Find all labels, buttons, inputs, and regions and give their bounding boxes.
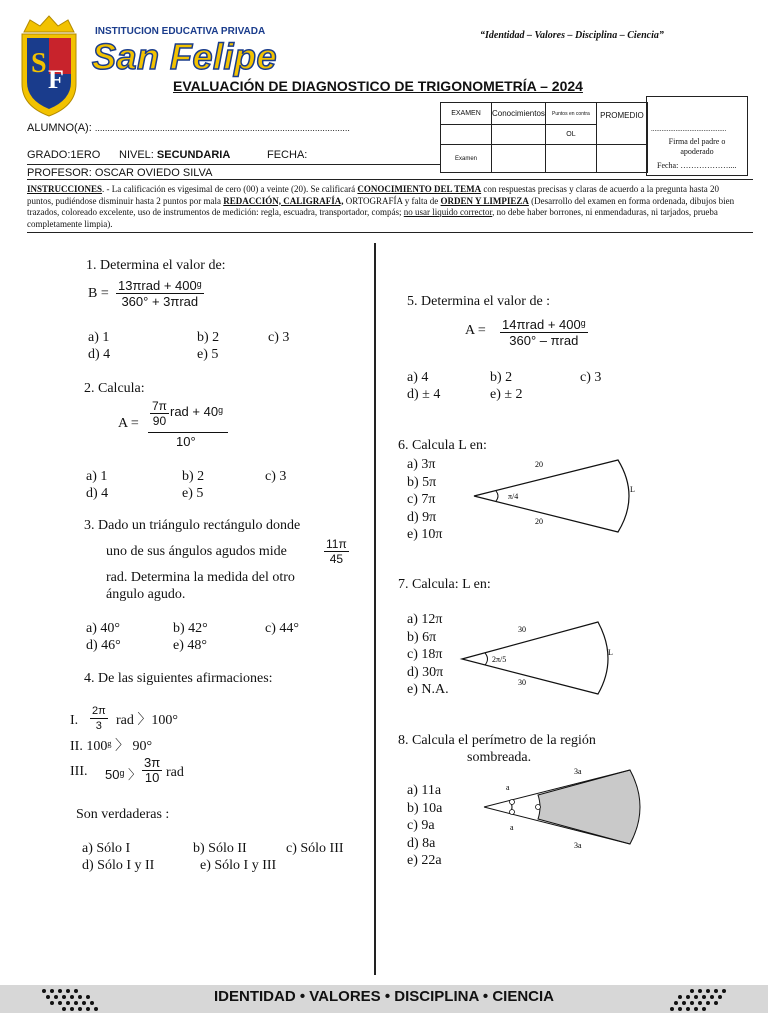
q3-line1: 3. Dado un triángulo rectángulo donde — [84, 518, 301, 533]
q7-radius-top: 30 — [518, 625, 526, 634]
q4-iii-pre: 50ᵍ 〉 — [105, 767, 141, 782]
score-examen-label: EXAMEN — [441, 103, 492, 125]
instr-text: (Desarrollo del examen en forma ordenada, dibujos bien trazados, coloreado excelente, uso de instrumentos de medición: regla, escuadra, transportador, compás; — [27, 195, 735, 217]
q4-opt-c[interactable]: c) Sólo III — [286, 841, 344, 856]
q4-opt-e[interactable]: e) Sólo I y III — [200, 858, 277, 873]
footer-word: VALORES — [309, 988, 381, 1005]
footer-dot: • — [299, 988, 306, 1005]
q7-opt-a[interactable]: a) 12π — [407, 612, 443, 627]
q3-opt-d[interactable]: d) 46° — [86, 638, 121, 653]
q4-i-rest: rad 〉100° — [116, 713, 178, 728]
q3-fden: 45 — [324, 551, 349, 566]
q2-fden: 90 — [152, 414, 167, 428]
q1-opt-d[interactable]: d) 4 — [88, 347, 111, 362]
q4-ii: II. 100ᵍ 〉 90° — [70, 739, 153, 754]
q6-opt-e[interactable]: e) 10π — [407, 527, 443, 542]
q8-opt-c[interactable]: c) 9a — [407, 818, 435, 833]
q2-rest: rad + 40ᵍ — [170, 404, 223, 419]
logo-f: F — [48, 65, 64, 94]
q2-fnum: 7π — [152, 399, 167, 413]
q4-iii-label: III. — [70, 764, 88, 779]
instr-underline: no usar liquido corrector — [403, 207, 493, 217]
signature-box[interactable] — [646, 96, 748, 176]
signature-label: Firma del padre o apoderado — [668, 137, 726, 156]
q5-den: 360° – πrad — [509, 333, 579, 348]
q4-iii-fraction — [142, 756, 162, 785]
q8-opt-a[interactable]: a) 11a — [407, 783, 442, 798]
q5-opt-d[interactable]: d) ± 4 — [407, 387, 441, 402]
q7-title: 7. Calcula: L en: — [398, 577, 491, 592]
q3-opt-b[interactable]: b) 42° — [173, 621, 208, 636]
q4-opt-d[interactable]: d) Sólo I y II — [82, 858, 155, 873]
instr-bold: CONOCIMIENTO DEL TEMA — [357, 184, 482, 194]
q2-opt-b[interactable]: b) 2 — [182, 469, 205, 484]
instr-bold: ORDEN Y LIMPIEZA — [440, 195, 529, 206]
footer-word: IDENTIDAD — [213, 988, 296, 1005]
q4-opt-a[interactable]: a) Sólo I — [82, 841, 131, 856]
q7-arc-label: L — [608, 648, 613, 657]
instr-bold: REDACCIÓN, CALIGRAFÍA, — [223, 195, 344, 206]
score-conocimientos-label: Conocimientos — [492, 103, 546, 125]
q5-opt-c[interactable]: c) 3 — [580, 370, 602, 385]
q6-opt-b[interactable]: b) 5π — [407, 474, 437, 490]
q8-line2: sombreada. — [467, 750, 532, 765]
school-logo — [18, 14, 80, 118]
q8-label-3a-bottom: 3a — [574, 841, 582, 850]
q8-opt-b[interactable]: b) 10a — [407, 800, 443, 816]
q8-options — [407, 782, 442, 870]
alumno-label-text: ALUMNO(A): — [27, 122, 92, 134]
q8-line1: 8. Calcula el perímetro de la región — [398, 733, 596, 748]
q5-opt-a[interactable]: a) 4 — [407, 370, 429, 385]
score-promedio-label: PROMEDIO — [596, 103, 647, 145]
instr-text: con respuestas precisas y claras de acuerdo a la pregunta hasta 20 puntos, pudiéndose disminuir hasta 2 puntos por mala — [27, 184, 720, 206]
score-ol-label: OL — [545, 125, 596, 145]
nivel-label-text: NIVEL: — [119, 149, 154, 161]
q1-num: 13πrad + 400ᵍ — [118, 278, 202, 293]
q4-opt-b[interactable]: b) Sólo II — [193, 841, 247, 856]
q7-options — [407, 611, 449, 699]
q8-figure — [480, 762, 660, 854]
school-top-label: INSTITUCION EDUCATIVA PRIVADA — [95, 26, 266, 37]
instr-title: INSTRUCCIONES — [27, 184, 103, 194]
q7-angle: 2π/5 — [492, 655, 507, 664]
alumno-label — [27, 122, 350, 134]
q7-opt-e[interactable]: e) N.A. — [407, 682, 449, 697]
q6-radius-top: 20 — [535, 460, 543, 469]
divider — [27, 179, 753, 180]
q3-fnum: 11π — [326, 537, 347, 551]
q7-opt-d[interactable]: d) 30π — [407, 664, 444, 680]
instructions — [27, 184, 739, 230]
q1-opt-a[interactable]: a) 1 — [88, 330, 110, 345]
nivel-value: SECUNDARIA — [156, 149, 231, 161]
q7-opt-b[interactable]: b) 6π — [407, 629, 437, 645]
q1-fraction — [116, 278, 204, 309]
q6-arc-label: L — [630, 485, 635, 494]
q8-label-a-top: a — [506, 783, 510, 792]
q6-opt-a[interactable]: a) 3π — [407, 457, 436, 472]
q4-iii-rest: rad — [166, 765, 184, 780]
instr-text: ORTOGRAFÍA y falta de — [343, 195, 441, 206]
q5-num: 14πrad + 400ᵍ — [502, 317, 586, 332]
alumno-field[interactable]: ...................................................................................................... — [94, 123, 350, 133]
footer-dot: • — [384, 988, 391, 1005]
q6-opt-d[interactable]: d) 9π — [407, 509, 437, 525]
footer-word: CIENCIA — [492, 988, 555, 1005]
footer-motto — [0, 988, 768, 1005]
q2-var: A = — [118, 416, 139, 431]
divider — [27, 232, 753, 233]
logo-s: S — [31, 48, 47, 79]
q2-opt-a[interactable]: a) 1 — [86, 469, 108, 484]
profesor-label: PROFESOR: OSCAR OVIEDO SILVA — [27, 167, 213, 179]
q3-line2: uno de sus ángulos agudos mide — [106, 544, 287, 559]
q8-label-a-bottom: a — [510, 823, 514, 832]
signature-line: ........................................... — [651, 125, 727, 133]
q8-opt-d[interactable]: d) 8a — [407, 835, 436, 851]
q2-title: 2. Calcula: — [84, 381, 145, 396]
q8-opt-e[interactable]: e) 22a — [407, 853, 442, 868]
q1-opt-b[interactable]: b) 2 — [197, 330, 220, 345]
q8-shaded-region — [538, 770, 640, 844]
q1-var: B = — [88, 286, 109, 301]
school-name: San Felipe — [92, 36, 278, 77]
exam-title: EVALUACIÓN DE DIAGNOSTICO DE TRIGONOMETRÍA – 2024 — [173, 78, 583, 94]
q6-options — [407, 456, 442, 544]
q7-radius-bottom: 30 — [518, 678, 526, 687]
q1-title: 1. Determina el valor de: — [86, 258, 226, 273]
q4-i-num: 2π — [92, 705, 106, 717]
q4-iii-den: 10 — [144, 770, 160, 785]
q7-sector-figure — [458, 618, 628, 696]
footer-word: DISCIPLINA — [394, 988, 479, 1005]
q5-title: 5. Determina el valor de : — [407, 294, 551, 309]
q1-den: 360° + 3πrad — [121, 294, 199, 309]
q6-sector — [474, 460, 629, 532]
score-puntos-input[interactable] — [545, 145, 596, 173]
q2-den: 10° — [176, 434, 196, 449]
q4-son: Son verdaderas : — [76, 807, 170, 822]
q3-fraction — [324, 537, 349, 566]
q5-opt-b[interactable]: b) 2 — [490, 370, 513, 385]
q1-opt-e[interactable]: e) 5 — [197, 347, 219, 362]
q2-inner-fraction — [150, 399, 169, 428]
nivel-label — [119, 149, 230, 161]
instr-text: , no debe haber borrones, ni enmendaduras, ni tarjados, prueba completamente limpia). — [27, 207, 718, 229]
fecha-label: FECHA: — [267, 149, 308, 161]
signature-fecha: Fecha: ……………….... — [657, 161, 737, 170]
motto: “Identidad – Valores – Disciplina – Ciencia” — [480, 30, 664, 41]
q2-opt-d[interactable]: d) 4 — [86, 486, 109, 501]
grado-label: GRADO:1ERO — [27, 149, 101, 161]
q8-label-3a-top: 3a — [574, 767, 582, 776]
divider — [27, 164, 441, 165]
q5-fraction — [500, 317, 588, 348]
footer-dot: • — [482, 988, 489, 1005]
score-examen2-label: Examen — [441, 145, 492, 173]
q7-opt-c[interactable]: c) 18π — [407, 647, 443, 662]
q6-angle: π/4 — [508, 492, 519, 501]
q5-opt-e[interactable]: e) ± 2 — [490, 387, 523, 402]
score-empty-cell — [441, 125, 492, 145]
score-empty-cell — [492, 125, 546, 145]
column-divider — [374, 243, 376, 975]
q4-i-fraction — [90, 704, 108, 733]
q4-title: 4. De las siguientes afirmaciones: — [84, 671, 273, 686]
q4-i-den: 3 — [95, 720, 102, 732]
q4-i-label: I. — [70, 713, 79, 728]
q5-var: A = — [465, 323, 486, 338]
q6-sector-figure — [470, 452, 650, 542]
score-table — [440, 102, 648, 173]
q3-line4: ángulo agudo. — [106, 587, 186, 602]
score-promedio-input[interactable] — [596, 145, 647, 173]
q2-opt-e[interactable]: e) 5 — [182, 486, 204, 501]
q6-opt-c[interactable]: c) 7π — [407, 492, 436, 507]
q6-radius-bottom: 20 — [535, 517, 543, 526]
instr-text: . - La calificación es vigesimal de cero (00) a veinte (20). Se calificará — [102, 184, 358, 194]
q3-line3: rad. Determina la medida del otro — [106, 570, 295, 585]
q7-sector — [462, 622, 608, 694]
score-puntos-label: Puntos en contra — [545, 103, 596, 125]
q2-opt-c[interactable]: c) 3 — [265, 469, 287, 484]
score-conocimientos-input[interactable] — [492, 145, 546, 173]
q3-opt-c[interactable]: c) 44° — [265, 621, 299, 636]
q3-opt-e[interactable]: e) 48° — [173, 638, 207, 653]
q4-iii-num: 3π — [144, 755, 161, 770]
q6-title: 6. Calcula L en: — [398, 438, 487, 453]
q1-opt-c[interactable]: c) 3 — [268, 330, 290, 345]
q3-opt-a[interactable]: a) 40° — [86, 621, 120, 636]
